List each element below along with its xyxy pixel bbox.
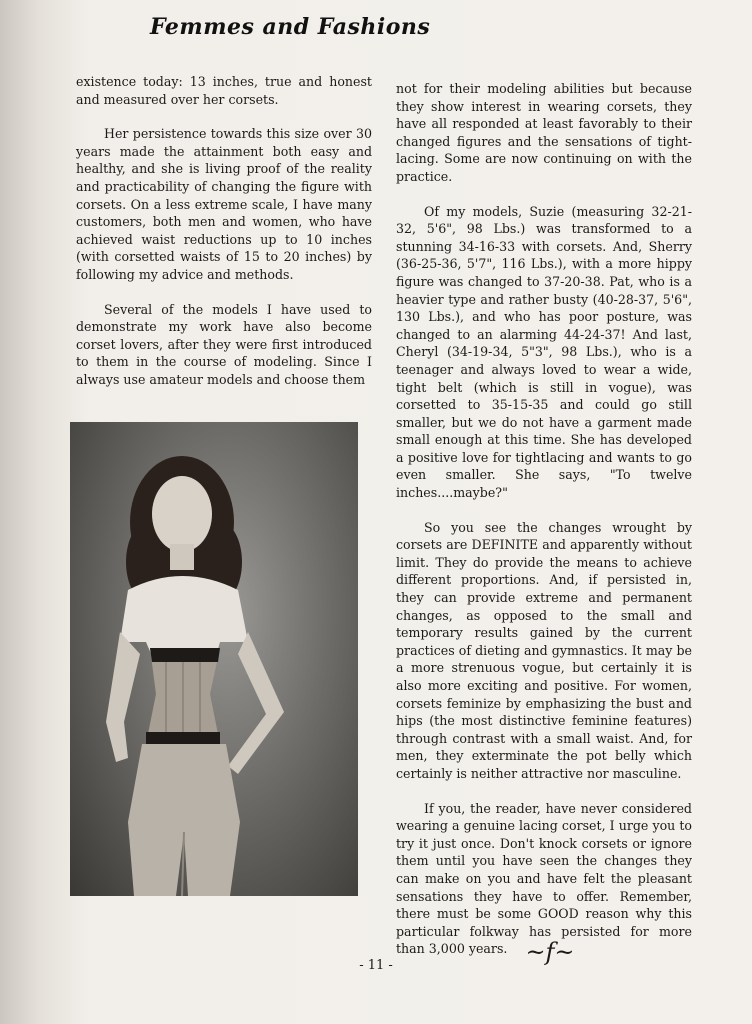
paragraph: Her persistence towards this size over 30 years made the attainment both easy and healthy, and she is living proof of the reality and practicability of changing the figure with corsets. On a less extreme scale, I have many customers, both men and women, who have achieved waist reductions up to 10 inches (with corsetted waists of 15 to 20 inches) by following my advice and methods. — [76, 126, 372, 282]
paragraph: not for their modeling abilities but because they show interest in wearing corsets, they have all responded at least favorably to their changed figures and the sensations of tight-lacing. Some are now continuing on with the practice. — [396, 81, 692, 184]
paragraph: Several of the models I have used to demonstrate my work have also become corset lovers, after they were first introduced to them in the course of modeling. Since I always use amateur models and choose them — [76, 301, 372, 387]
page-header-title: Femmes and Fashions — [150, 14, 431, 40]
paragraph: If you, the reader, have never considered wearing a genuine lacing corset, I urge you to try it just once. Don't knock corsets or ignore them until you have seen the changes they can make on you and have felt the pleasant sensations they have to offer. Remember, there must be some GOOD reason why this particular folkway has persisted for more than 3,000 years. — [396, 800, 692, 957]
end-flourish: ~f~ — [525, 938, 575, 966]
paragraph: So you see the changes wrought by corsets are DEFINITE and apparently without limit. They do provide the means to achieve different proportions. And, if persisted in, they can provide extreme and permanent changes, as opposed to the small and temporary results gained by the current practices of dieting and gymnastics. It may be a more strenuous vogue, but certainly it is also more exciting and positive. For women, corsets feminize by emphasizing the bust and hips (the most distinctive feminine features) through contrast with a small waist. And, for men, they exterminate the pot belly which certainly is neither attractive nor masculine. — [396, 519, 692, 781]
paragraph: Of my models, Suzie (measuring 32-21-32, 5'6", 98 Lbs.) was transformed to a stunning 34-16-33 with corsets. And, Sherry (36-25-36, 5'7", 116 Lbs.), with a more hippy figure was changed to 37-20-38. Pat, who is a heavier type and rather busty (40-28-37, 5'6", 130 Lbs.), and who has poor posture, was changed to an alarming 44-24-37! And last, Cheryl (34-19-34, 5"3", 98 Lbs.), who is a teenager and always loved to wear a wide, tight belt (which is still in vogue), was corsetted to 35-15-35 and could go still smaller, but we do not have a garment made small enough at this time. She has developed a positive love for tightlacing and wants to go even smaller. She says, "To twelve inches....maybe?" — [396, 203, 692, 501]
right-text-column — [396, 80, 692, 975]
left-text-column — [76, 73, 372, 406]
model-figure-illustration — [70, 422, 358, 896]
model-photograph — [70, 422, 358, 896]
paragraph: existence today: 13 inches, true and honest and measured over her corsets. — [76, 74, 372, 107]
page-number: - 11 - — [359, 958, 393, 973]
